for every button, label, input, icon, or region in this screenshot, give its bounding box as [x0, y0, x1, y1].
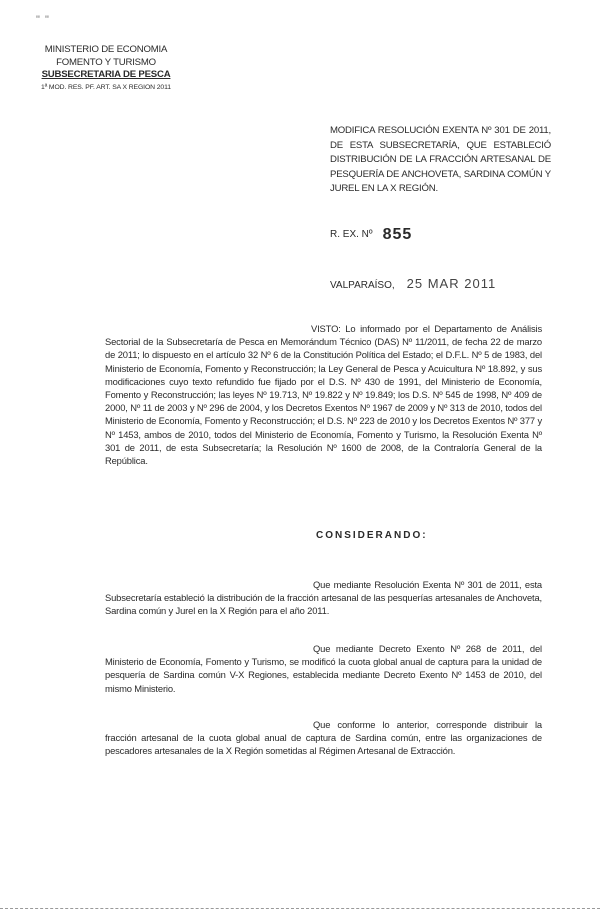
header-line-subsecretaria: SUBSECRETARIA DE PESCA — [41, 69, 171, 80]
place-city: VALPARAÍSO, — [330, 280, 395, 291]
paragraph-3-lead: Que conforme lo anterior, corresponde distribuir — [313, 719, 528, 730]
paragraph-1-lead: Que mediante Resolución Exenta Nº 301 de 2011, — [313, 579, 522, 590]
header-line-reference: 1ª MOD. RES. PF. ART. SA X REGION 2011 — [41, 83, 171, 91]
resolution-number — [330, 224, 412, 242]
paragraph-2-lead: Que mediante Decreto Exento Nº 268 de 2011, del — [313, 643, 542, 654]
date-stamp: 25 MAR 2011 — [406, 276, 497, 291]
resolution-number-value: 855 — [382, 226, 413, 243]
visto-keyword: VISTO: — [311, 323, 341, 334]
paragraph-3-text: la fracción artesanal de la cuota global anual de captura de Sardina común, entre las organizaciones de pescadores artesanales de la X Región sometidas al Régimen Artesanal de Extracción. — [105, 719, 542, 757]
resolution-number-label: R. EX. Nº — [330, 229, 373, 240]
page-bottom-divider — [0, 908, 600, 909]
considerando-paragraph-1 — [105, 578, 542, 618]
paragraph-1-text: esta Subsecretaría estableció la distribución de la fracción artesanal de las pesquerías artesanales de Anchoveta, Sardina común y Jurel en la X Región para el año 2011. — [105, 579, 542, 617]
considerando-heading: CONSIDERANDO: — [316, 530, 428, 541]
resolution-subject: MODIFICA RESOLUCIÓN EXENTA Nº 301 DE 2011, DE ESTA SUBSECRETARÍA, QUE ESTABLECIÓ DISTRIBUCIÓN DE LA FRACCIÓN ARTESANAL DE PESQUERÍA DE ANCHOVETA, SARDINA COMÚN Y JUREL EN LA X REGIÓN. — [330, 125, 551, 194]
considerando-paragraph-3 — [105, 718, 542, 758]
visto-text: Lo informado por el Departamento de Análisis Sectorial de la Subsecretaría de Pesca en Memorándum Técnico (DAS) Nº 11/2011, de fecha 22 de marzo de 2011; lo dispuesto en el artículo 32 Nº 6 de la Constitución Política del Estado; el D.F.L. Nº 5 de 1983, del Ministerio de Economía, Fomento y Reconstrucción; la Ley General de Pesca y Acuicultura Nº 18.892, y sus modificaciones cuyo texto refundido fue fijado por el D.S. Nº 430 de 1991, del Ministerio de Economía, Fomento y Reconstrucción; las leyes Nº 19.713, Nº 19.822 y Nº 19.849; los D.S. Nº 545 de 1998, Nº 409 de 2000, Nº 11 de 2003 y Nº 296 de 2004, y los Decretos Exentos Nº 1967 de 2009 y Nº 313 de 2010, todos del Ministerio de Economía, Fomento y Reconstrucción; el D.S. Nº 223 de 2010 y los Decretos Exentos Nº 377 y Nº 1453, ambos de 2010, todos del Ministerio de Economía, Fomento y Turismo, la Resolución Exenta Nº 301 de 2011, de esta Subsecretaría; la Resolución Nº 1600 de 2008, de la Contraloría General de la República. — [105, 323, 542, 467]
place-date — [330, 276, 496, 291]
considerando-paragraph-2 — [105, 642, 542, 695]
ministry-header — [36, 44, 176, 94]
corner-mark: " " — [36, 14, 50, 26]
visto-paragraph — [105, 322, 542, 467]
header-line-fomento: FOMENTO Y TURISMO — [56, 56, 156, 68]
header-line-ministry: MINISTERIO DE ECONOMIA — [44, 44, 168, 55]
paragraph-2-text: Ministerio de Economía, Fomento y Turismo, se modificó la cuota global anual de captura para la unidad de pesquería de Sardina común V-X Regiones, establecida mediante Decreto Exento Nº 1453 de 2010, del mismo Ministerio. — [105, 656, 542, 694]
